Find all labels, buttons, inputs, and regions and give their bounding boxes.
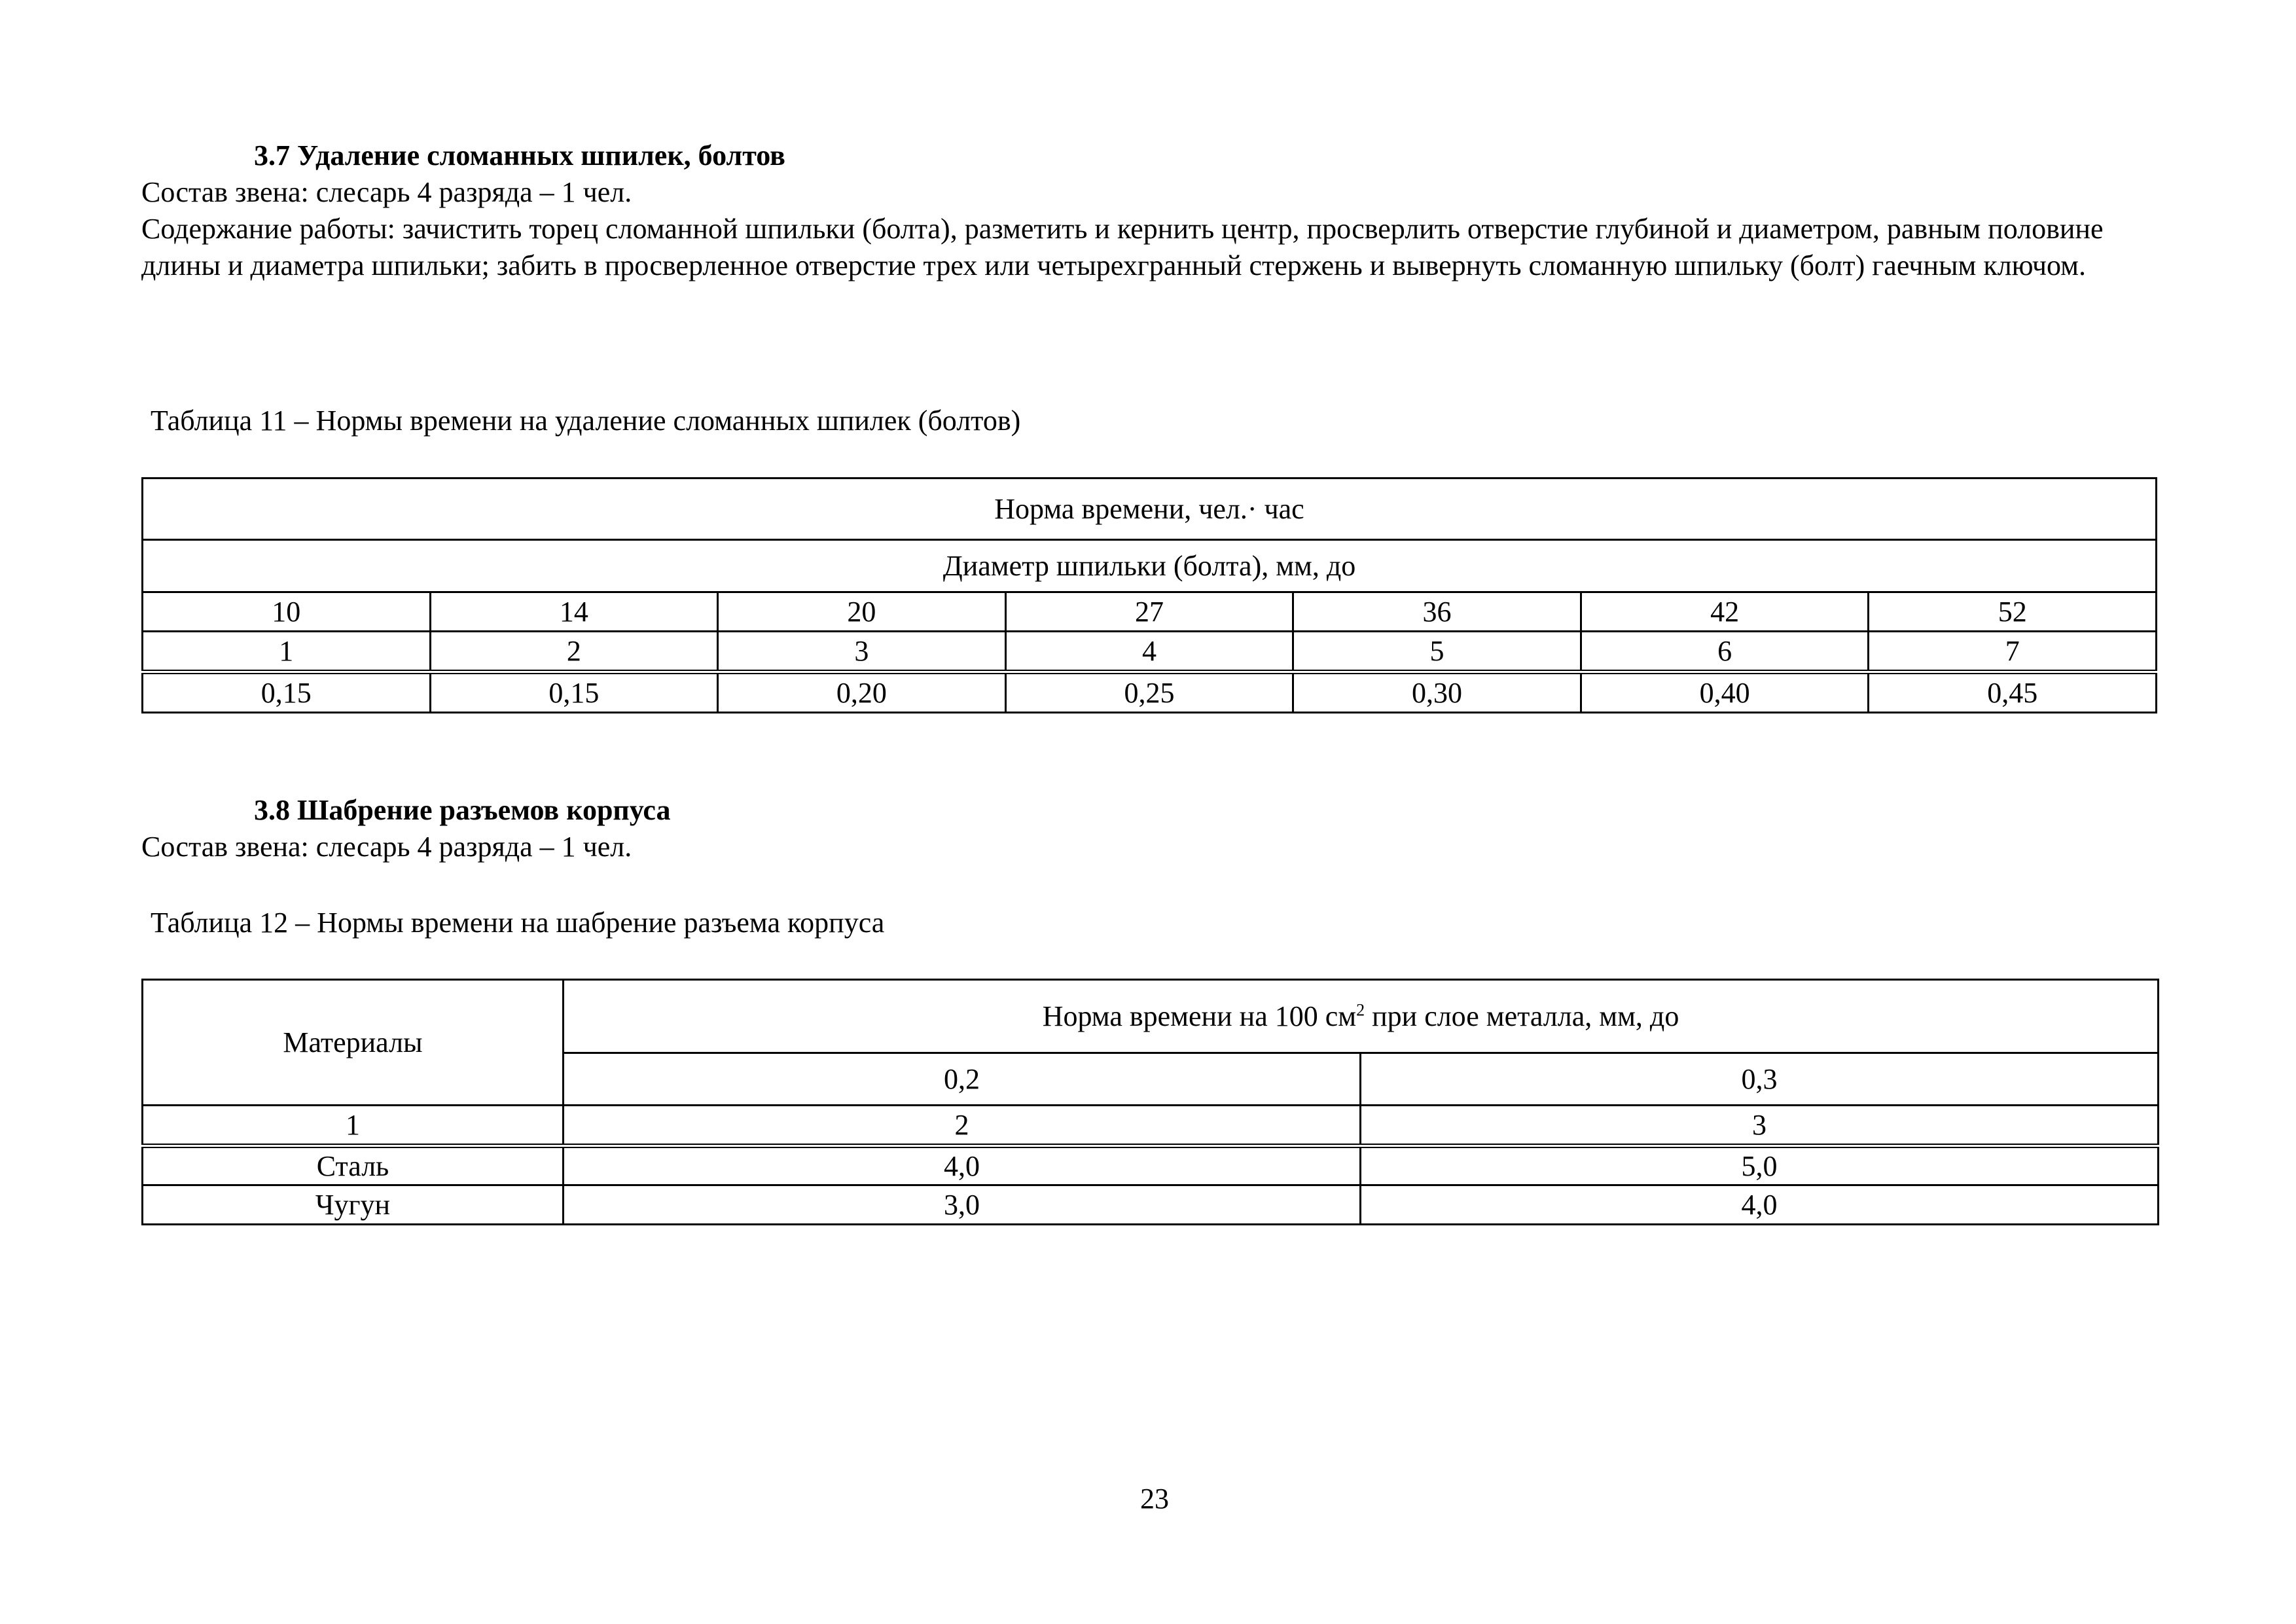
table-cell: 5: [1293, 632, 1581, 672]
table-cell: 10: [143, 592, 431, 632]
table-row: [143, 632, 2157, 672]
table-cell: 0,40: [1581, 672, 1869, 713]
crew-composition-3-8: Состав звена: слесарь 4 разряда – 1 чел.: [141, 831, 632, 863]
table-11-header-norm: Норма времени, чел.· час: [143, 478, 2157, 540]
table-cell: 0,15: [143, 672, 431, 713]
table-cell: 6: [1581, 632, 1869, 672]
table-cell: 7: [1869, 632, 2157, 672]
table-cell: 3: [1361, 1106, 2159, 1146]
work-content-3-7: Содержание работы: зачистить торец сломанной шпильки (болта), разметить и кернить центр, просверлить отверстие глубиной и диаметром, равным половине длины и диаметра шпильки; забить в просверленное отверстие трех или четырехгранный стержень и вывернуть сломанную шпильку (болт) гаечным ключом.: [141, 213, 2104, 281]
table-cell: 1: [143, 632, 431, 672]
table-12-caption: Таблица 12 – Нормы времени на шабрение разъема корпуса: [151, 907, 885, 939]
table-cell: 1: [143, 1106, 564, 1146]
table-cell: 0,20: [718, 672, 1006, 713]
table-cell: 14: [430, 592, 718, 632]
table-cell: 52: [1869, 592, 2157, 632]
section-3-7: [141, 137, 2157, 284]
table-cell: 20: [718, 592, 1006, 632]
table-12-header-materials: Материалы: [143, 980, 564, 1106]
table-row: [143, 478, 2157, 540]
table-cell: 36: [1293, 592, 1581, 632]
table-cell: 5,0: [1361, 1146, 2159, 1185]
table-cell: 2: [564, 1106, 1361, 1146]
table-11-caption: Таблица 11 – Нормы времени на удаление сломанных шпилек (болтов): [151, 405, 1021, 437]
page-number: 23: [1140, 1483, 1169, 1515]
table-cell: 4,0: [564, 1146, 1361, 1185]
table-cell: Чугун: [143, 1185, 564, 1225]
crew-composition-3-7: Состав звена: слесарь 4 разряда – 1 чел.: [141, 176, 632, 208]
table-cell: 0,25: [1005, 672, 1293, 713]
table-cell: 42: [1581, 592, 1869, 632]
table-cell: 2: [430, 632, 718, 672]
table-11-header-diameter: Диаметр шпильки (болта), мм, до: [143, 540, 2157, 592]
table-row: [143, 1185, 2159, 1225]
table-cell: 3: [718, 632, 1006, 672]
table-cell: 27: [1005, 592, 1293, 632]
table-row: [143, 540, 2157, 592]
table-11: [141, 477, 2157, 713]
table-cell: Сталь: [143, 1146, 564, 1185]
table-cell: 0,30: [1293, 672, 1581, 713]
header-norm-text-tail: при слое металла, мм, до: [1365, 1000, 1679, 1032]
section-3-8: [141, 792, 2157, 865]
table-row: [143, 672, 2157, 713]
table-cell: 0,45: [1869, 672, 2157, 713]
table-cell: 4: [1005, 632, 1293, 672]
table-row: [143, 1146, 2159, 1185]
table-12: [141, 979, 2159, 1225]
table-cell: 0,3: [1361, 1053, 2159, 1106]
superscript-2: 2: [1356, 1000, 1365, 1019]
table-cell: 0,2: [564, 1053, 1361, 1106]
table-row: [143, 592, 2157, 632]
section-title-3-8: 3.8 Шабрение разъемов корпуса: [254, 794, 671, 826]
header-norm-text: Норма времени на 100 см: [1042, 1000, 1357, 1032]
table-cell: 0,15: [430, 672, 718, 713]
table-row: [143, 1106, 2159, 1146]
table-12-header-norm: [564, 980, 2159, 1053]
table-cell: 4,0: [1361, 1185, 2159, 1225]
section-title-3-7: 3.7 Удаление сломанных шпилек, болтов: [254, 139, 785, 171]
table-cell: 3,0: [564, 1185, 1361, 1225]
table-row: [143, 980, 2159, 1053]
